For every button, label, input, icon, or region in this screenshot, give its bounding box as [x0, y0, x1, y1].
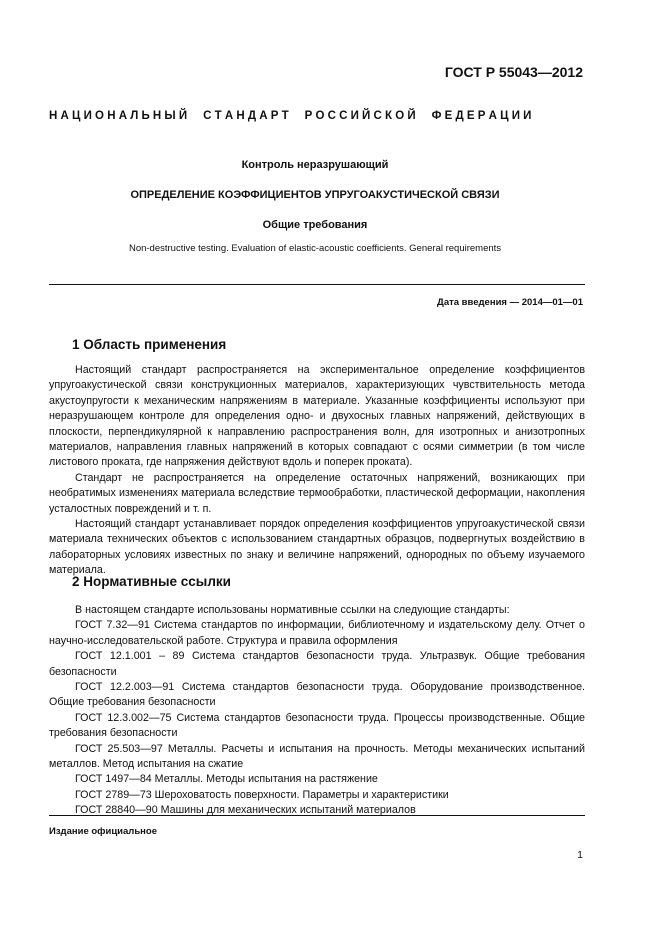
section-1-paragraph: Настоящий стандарт распространяется на экспериментальное определение коэффициентов упругоакустической связи конструкционных материалов, характеризующих чувствительность метода акустоупругости к механическим напряжениям в материале. Указанные коэффициенты используют при неразрушающем контроле для определения одно- и двухосных главных напряжений, действующих в плоскости, перпендикулярной к направлению распространения волн, для изотропных и анизотропных материалов, направления главных напряжений в которых совпадают с осями симметрии (в том числе листового проката, где напряжения действуют вдоль и поперек проката). — [49, 364, 585, 469]
reference-item: ГОСТ 12.1.001 – 89 Система стандартов безопасности труда. Ультразвук. Общие требования безопасности — [49, 650, 585, 678]
section-1-body — [49, 363, 585, 579]
document-number: ГОСТ Р 55043—2012 — [444, 64, 583, 80]
divider-top — [49, 284, 585, 285]
page-number: 1 — [577, 849, 583, 861]
reference-item: ГОСТ 1497—84 Металлы. Методы испытания на растяжение — [75, 773, 378, 786]
reference-item: ГОСТ 12.2.003—91 Система стандартов безопасности труда. Оборудование производственное. Общие требования безопасности — [49, 681, 585, 709]
english-title: Non-destructive testing. Evaluation of elastic-acoustic coefficients. General requirements — [128, 243, 502, 254]
section-1-heading: 1 Область применения — [72, 337, 227, 352]
title-line-1: Контроль неразрушающий — [241, 159, 389, 171]
title-line-2: ОПРЕДЕЛЕНИЕ КОЭФФИЦИЕНТОВ УПРУГОАКУСТИЧЕСКОЙ СВЯЗИ — [130, 189, 500, 201]
national-standard-banner: Н А Ц И О Н А Л Ь Н Ы Й С Т А Н Д А Р Т Р О С С И Й С К О Й Ф Е Д Е Р А Ц И И — [49, 110, 532, 122]
section-2-heading: 2 Нормативные ссылки — [72, 574, 231, 589]
reference-item: ГОСТ 2789—73 Шероховатость поверхности. Параметры и характеристики — [75, 788, 449, 801]
section-1-paragraph: Настоящий стандарт устанавливает порядок определения коэффициентов упругоакустической связи материала технических объектов с использованием стандартных образцов, подвергнутых воздействию в лабораторных условиях известных по знаку и величине напряжений, однородных по объему изучаемого материала. — [49, 518, 585, 577]
reference-item: ГОСТ 7.32—91 Система стандартов по информации, библиотечному и издательскому делу. Отчет о научно-исследовательской работе. Структура и правила оформления — [49, 619, 585, 647]
title-line-3: Общие требования — [262, 219, 368, 231]
reference-item: ГОСТ 25.503—97 Металлы. Расчеты и испытания на прочность. Методы механических испытаний металлов. Метод испытания на сжатие — [49, 742, 585, 771]
section-1-paragraph: Стандарт не распространяется на определение остаточных напряжений, возникающих при необратимых изменениях материала вследствие термообработки, пластической деформации, накопления усталостных повреждений и т. п. — [49, 471, 585, 515]
divider-bottom — [49, 815, 585, 816]
reference-item: ГОСТ 12.3.002—75 Система стандартов безопасности труда. Процессы производственные. Общие требования безопасности — [49, 711, 585, 740]
reference-item: ГОСТ 28840—90 Машины для механических испытаний материалов — [75, 804, 416, 817]
official-edition-note: Издание официальное — [49, 826, 157, 837]
section-2-body — [49, 603, 585, 819]
introduction-date: Дата введения — 2014—01—01 — [437, 297, 583, 308]
references-intro: В настоящем стандарте использованы нормативные ссылки на следующие стандарты: — [75, 604, 510, 616]
